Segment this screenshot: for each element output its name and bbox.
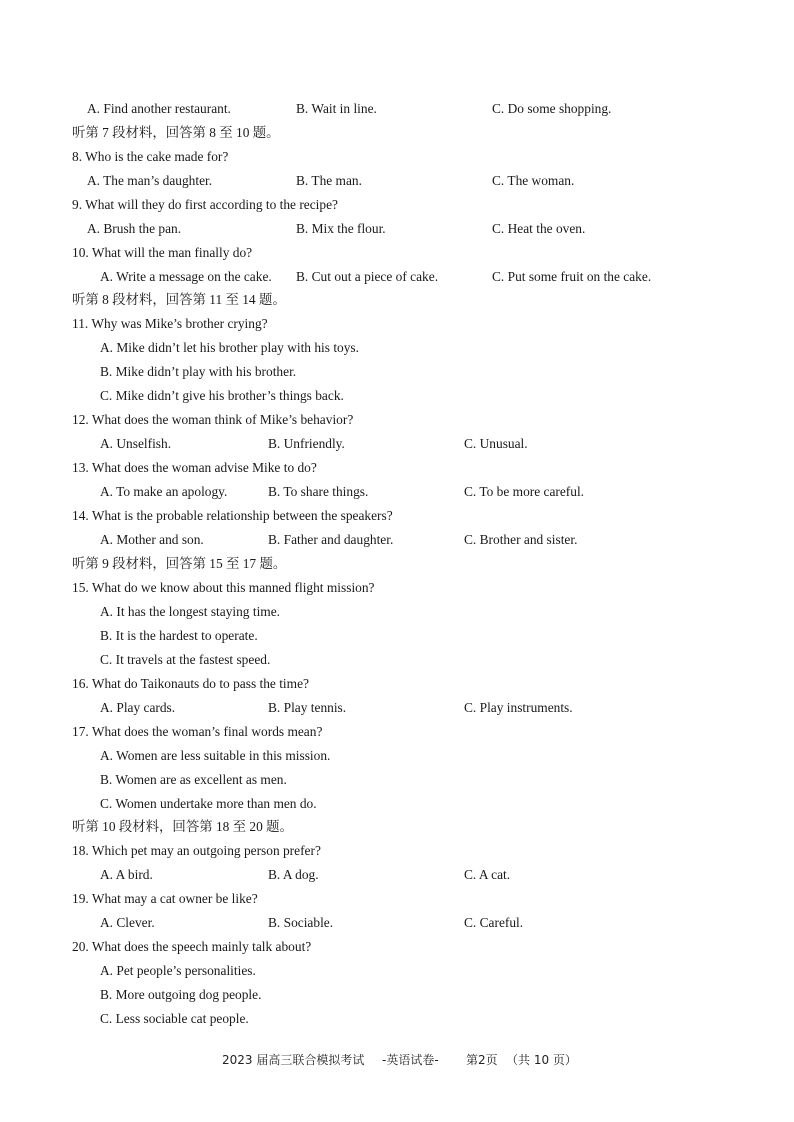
q12-option-c: C. Unusual. [464,436,528,451]
section-8-instruction: 听第 8 段材料，回答第 11 至 14 题。 [72,292,286,307]
footer-exam-title: 2023 届高三联合模拟考试 [222,1053,365,1067]
q14-option-b: B. Father and daughter. [268,532,394,547]
question-12: 12. What does the woman think of Mike’s behavior? [72,412,354,427]
q8-option-a: A. The man’s daughter. [87,173,213,188]
q20-option-c: C. Less sociable cat people. [100,1011,249,1026]
q9-option-c: C. Heat the oven. [492,221,586,236]
q11-option-c: C. Mike didn’t give his brother’s things back. [100,388,344,403]
q14-option-c: C. Brother and sister. [464,532,578,547]
q11-option-b: B. Mike didn’t play with his brother. [100,364,297,379]
q17-option-a: A. Women are less suitable in this mission. [100,748,331,763]
question-18: 18. Which pet may an outgoing person prefer? [72,843,321,858]
q9-option-b: B. Mix the flour. [296,221,386,236]
q18-option-c: C. A cat. [464,867,511,882]
question-17: 17. What does the woman’s final words mean? [72,724,323,739]
question-14: 14. What is the probable relationship between the speakers? [72,508,393,523]
q12-option-b: B. Unfriendly. [268,436,345,451]
question-10: 10. What will the man finally do? [72,245,253,260]
q20-option-b: B. More outgoing dog people. [100,987,262,1002]
q10-option-a: A. Write a message on the cake. [100,269,272,284]
q13-option-b: B. To share things. [268,484,369,499]
q19-option-b: B. Sociable. [268,915,334,930]
question-16: 16. What do Taikonauts do to pass the time? [72,676,309,691]
footer-page-number: 第2页 [466,1053,498,1067]
q16-option-c: C. Play instruments. [464,700,573,715]
question-15: 15. What do we know about this manned flight mission? [72,580,375,595]
question-20: 20. What does the speech mainly talk about? [72,939,312,954]
q8-option-b: B. The man. [296,173,362,188]
q15-option-c: C. It travels at the fastest speed. [100,652,271,667]
q10-option-c: C. Put some fruit on the cake. [492,269,652,284]
q16-option-b: B. Play tennis. [268,700,347,715]
q19-option-c: C. Careful. [464,915,524,930]
question-9: 9. What will they do first according to the recipe? [72,197,338,212]
q13-option-a: A. To make an apology. [100,484,228,499]
q12-option-a: A. Unselfish. [100,436,172,451]
section-9-instruction: 听第 9 段材料，回答第 15 至 17 题。 [72,556,287,571]
q13-option-c: C. To be more careful. [464,484,585,499]
question-11: 11. Why was Mike’s brother crying? [72,316,268,331]
q16-option-a: A. Play cards. [100,700,176,715]
section-10-instruction: 听第 10 段材料，回答第 18 至 20 题。 [72,819,293,834]
q15-option-b: B. It is the hardest to operate. [100,628,258,643]
q20-option-a: A. Pet people’s personalities. [100,963,256,978]
q7-option-b: B. Wait in line. [296,101,377,116]
q17-option-c: C. Women undertake more than men do. [100,796,317,811]
q7-option-c: C. Do some shopping. [492,101,612,116]
footer-subject: -英语试卷- [382,1053,439,1067]
q10-option-b: B. Cut out a piece of cake. [296,269,439,284]
q17-option-b: B. Women are as excellent as men. [100,772,287,787]
q15-option-a: A. It has the longest staying time. [100,604,281,619]
question-8: 8. Who is the cake made for? [72,149,229,164]
q11-option-a: A. Mike didn’t let his brother play with his toys. [100,340,359,355]
question-19: 19. What may a cat owner be like? [72,891,258,906]
question-13: 13. What does the woman advise Mike to do? [72,460,317,475]
q18-option-a: A. A bird. [100,867,153,882]
q19-option-a: A. Clever. [100,915,155,930]
section-7-instruction: 听第 7 段材料，回答第 8 至 10 题。 [72,125,280,140]
q8-option-c: C. The woman. [492,173,575,188]
q7-option-a: A. Find another restaurant. [87,101,231,116]
q14-option-a: A. Mother and son. [100,532,204,547]
q18-option-b: B. A dog. [268,867,319,882]
q9-option-a: A. Brush the pan. [87,221,182,236]
footer-total-pages: （共 10 页） [506,1053,577,1067]
